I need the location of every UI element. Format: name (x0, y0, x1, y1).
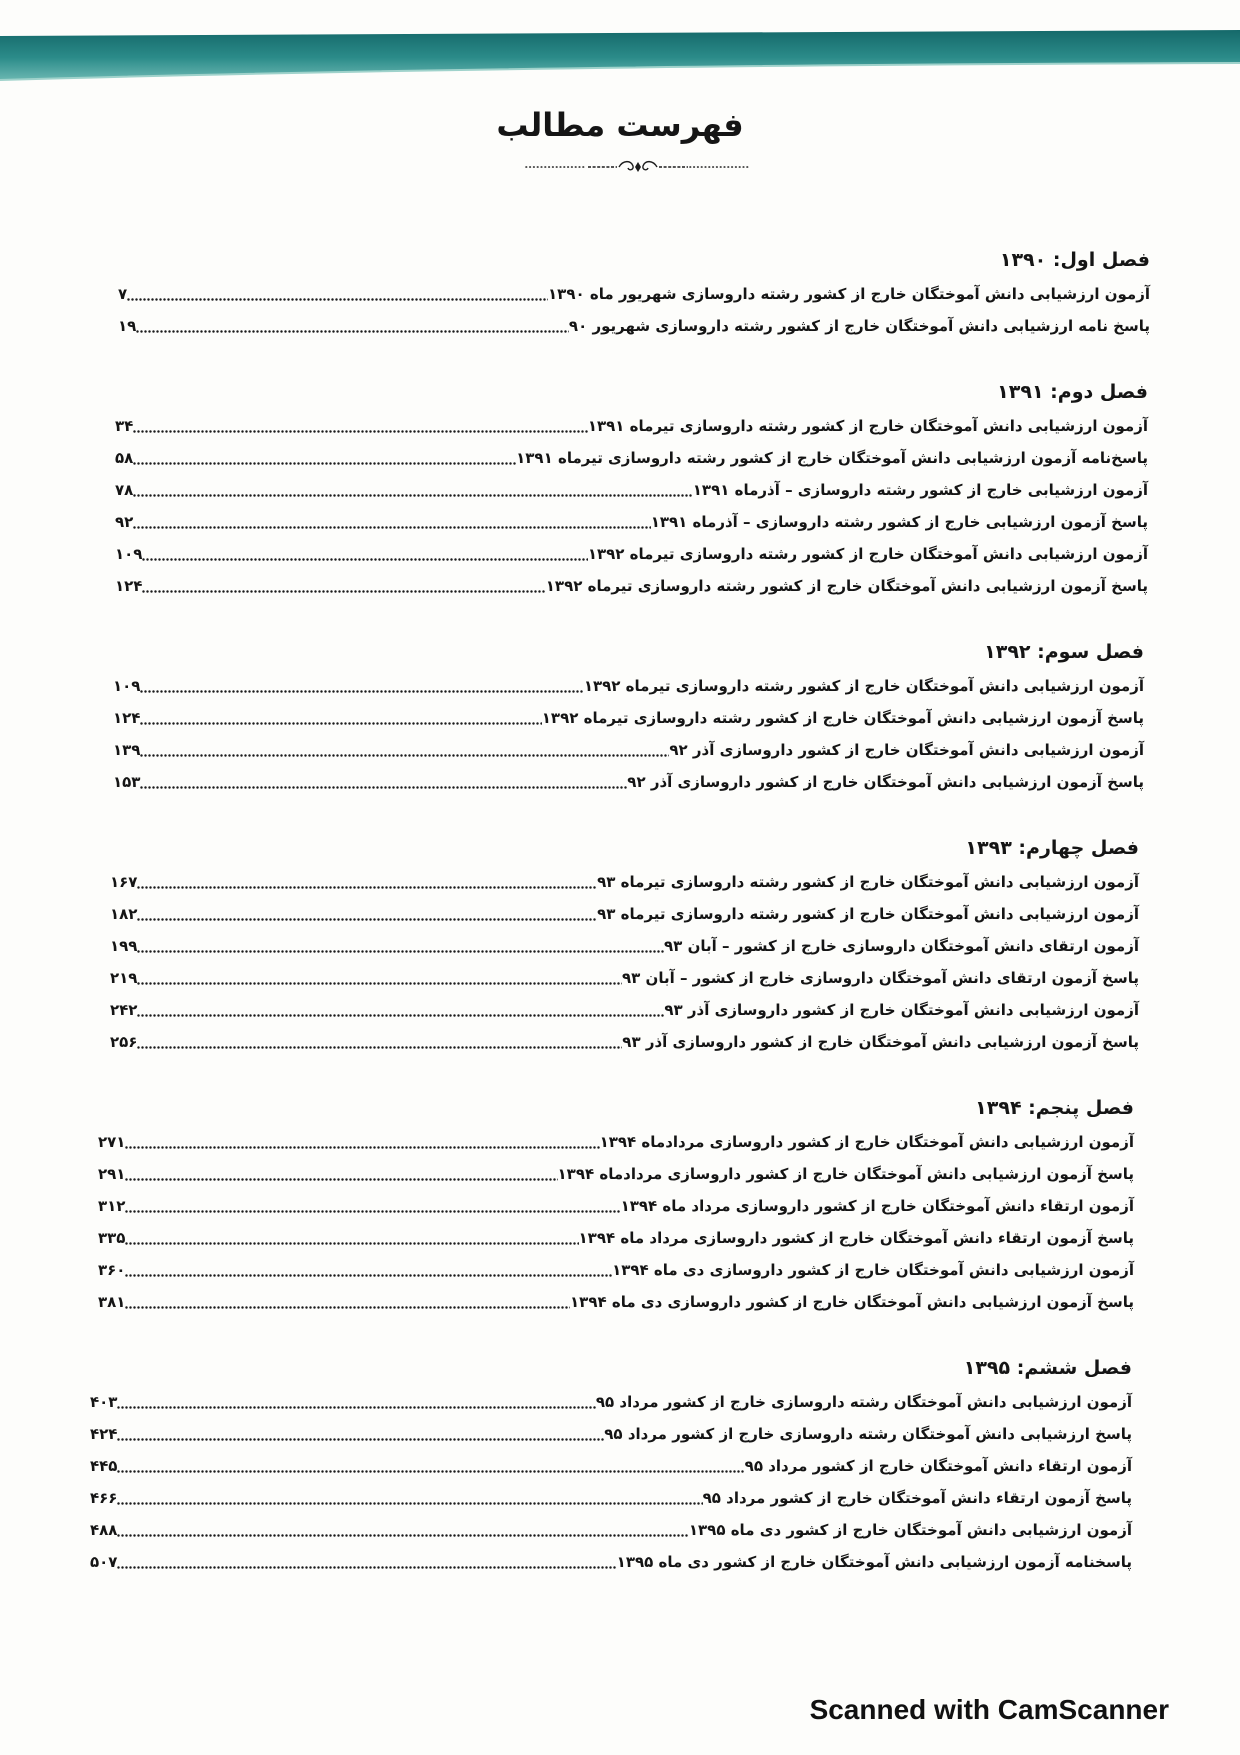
dot-leader (140, 786, 627, 789)
toc-entry (90, 1386, 1132, 1418)
entry-page-number: ۵۰۷ (90, 1553, 118, 1571)
toc-section (110, 830, 1139, 1058)
dot-leader (137, 918, 597, 921)
entry-title: پاسخ آزمون ارزشیابی دانش آموختگان خارج از کشور رشته داروسازی تیرماه ۱۳۹۲ (545, 577, 1148, 595)
entry-title: آزمون ارزشیابی دانش آموختگان خارج از کشور رشته داروسازی شهریور ماه ۱۳۹۰ (548, 285, 1150, 303)
entry-title: آزمون ارزشیابی خارج از کشور رشته داروسازی – آذرماه ۱۳۹۱ (692, 481, 1148, 499)
toc-entry (118, 278, 1150, 310)
entry-title: پاسخ آزمون ارزشیابی خارج از کشور رشته داروسازی – آذرماه ۱۳۹۱ (650, 513, 1148, 531)
entry-title: پاسخ‌نامه آزمون ارزشیابی دانش آموختگان خارج از کشور رشته داروسازی تیرماه ۱۳۹۱ (516, 449, 1148, 467)
entry-title: آزمون ارزشیابی دانش آموختگان خارج از کشور داروسازی دی ماه ۱۳۹۴ (612, 1261, 1134, 1279)
toc-entry (90, 1450, 1132, 1482)
entry-page-number: ۱۶۷ (110, 873, 138, 891)
entry-page-number: ۱۳۹ (113, 741, 141, 759)
dot-leader (140, 690, 583, 693)
dot-leader (140, 722, 541, 725)
toc-entry (115, 442, 1148, 474)
toc-entry (110, 1026, 1139, 1058)
entry-title: پاسخ نامه ارزشیابی دانش آموختگان خارج از کشور رشته داروسازی شهریور ۹۰ (568, 317, 1150, 335)
entry-title: پاسخ آزمون ارتقاء دانش آموختگان خارج از کشور داروسازی مرداد ماه ۱۳۹۴ (578, 1229, 1134, 1247)
dot-leader (140, 754, 669, 757)
section-heading: فصل اول: ۱۳۹۰ (999, 249, 1150, 271)
entry-title: آزمون ارزشیابی دانش آموختگان خارج از کشور رشته داروسازی تیرماه ۱۳۹۱ (587, 417, 1148, 435)
entry-title: آزمون ارزشیابی دانش آموختگان رشته داروسازی خارج از کشور مرداد ۹۵ (595, 1393, 1132, 1411)
toc-entry (90, 1482, 1132, 1514)
toc-entry (113, 702, 1144, 734)
entry-title: آزمون ارزشیابی دانش آموختگان خارج از کشور دی ماه ۱۳۹۵ (688, 1521, 1132, 1539)
dot-leader (137, 950, 664, 953)
dot-leader (117, 1438, 604, 1441)
toc-entry (98, 1158, 1134, 1190)
dot-leader (125, 1306, 570, 1309)
dot-leader (125, 1274, 612, 1277)
entry-page-number: ۴۲۴ (90, 1425, 118, 1443)
toc-entry (115, 538, 1148, 570)
toc-entry (110, 962, 1139, 994)
toc-entry (115, 474, 1148, 506)
entry-page-number: ۲۱۹ (110, 969, 138, 987)
entry-page-number: ۴۶۶ (90, 1489, 118, 1507)
section-heading: فصل پنجم: ۱۳۹۴ (975, 1097, 1134, 1119)
toc-entry (110, 930, 1139, 962)
entry-title: پاسخ آزمون ارزشیابی دانش آموختگان خارج از کشور داروسازی دی ماه ۱۳۹۴ (570, 1293, 1134, 1311)
toc-section (118, 242, 1150, 342)
dot-leader (133, 430, 588, 433)
toc-entry (98, 1190, 1134, 1222)
entry-page-number: ۱۹۹ (110, 937, 138, 955)
dot-leader (142, 590, 545, 593)
entry-page-number: ۳۶۰ (98, 1261, 126, 1279)
toc-entry (98, 1222, 1134, 1254)
entry-page-number: ۳۳۵ (98, 1229, 126, 1247)
entry-title: آزمون ارزشیابی دانش آموختگان خارج از کشور رشته داروسازی تیرماه ۹۳ (597, 905, 1139, 923)
dot-leader (137, 982, 622, 985)
entry-page-number: ۷ (118, 285, 128, 303)
section-heading: فصل دوم: ۱۳۹۱ (997, 381, 1148, 403)
dot-leader (133, 526, 650, 529)
entry-title: آزمون ارزشیابی دانش آموختگان خارج از کشور داروسازی آذر ۹۳ (664, 1001, 1139, 1019)
toc-section (115, 374, 1148, 602)
entry-page-number: ۴۰۳ (90, 1393, 118, 1411)
title-ornament (524, 158, 752, 174)
toc-entry (110, 866, 1139, 898)
dot-leader (125, 1178, 557, 1181)
dot-leader (127, 298, 548, 301)
dot-leader (142, 558, 587, 561)
dot-leader (125, 1146, 599, 1149)
entry-page-number: ۲۵۶ (110, 1033, 138, 1051)
toc-entry (110, 898, 1139, 930)
dot-leader (117, 1502, 702, 1505)
toc-section (113, 634, 1144, 798)
entry-title: آزمون ارتقاء دانش آموختگان خارج از کشور داروسازی مرداد ماه ۱۳۹۴ (620, 1197, 1134, 1215)
toc-entry (113, 734, 1144, 766)
dot-leader (137, 886, 597, 889)
toc-entry (90, 1418, 1132, 1450)
toc-entry (113, 766, 1144, 798)
entry-title: آزمون ارزشیابی دانش آموختگان خارج از کشور داروسازی مردادماه ۱۳۹۴ (599, 1133, 1134, 1151)
entry-title: پاسخ آزمون ارتقای دانش آموختگان داروسازی خارج از کشور – آبان ۹۳ (621, 969, 1139, 987)
entry-title: آزمون ارزشیابی دانش آموختگان خارج از کشور داروسازی آذر ۹۲ (669, 741, 1144, 759)
toc-entry (115, 570, 1148, 602)
entry-title: پاسخ ارزشیابی دانش آموختگان رشته داروسازی خارج از کشور مرداد ۹۵ (604, 1425, 1132, 1443)
dot-leader (137, 1046, 622, 1049)
toc-entry (118, 310, 1150, 342)
dot-leader (117, 1470, 744, 1473)
entry-page-number: ۱۰۹ (113, 677, 141, 695)
table-of-contents (0, 242, 1240, 1578)
entry-title: پاسخنامه آزمون ارزشیابی دانش آموختگان خارج از کشور دی ماه ۱۳۹۵ (616, 1553, 1132, 1571)
dot-leader (133, 462, 516, 465)
toc-entry (98, 1286, 1134, 1318)
section-heading: فصل چهارم: ۱۳۹۳ (965, 837, 1139, 859)
entry-title: پاسخ آزمون ارتقاء دانش آموختگان خارج از کشور مرداد ۹۵ (702, 1489, 1132, 1507)
entry-page-number: ۷۸ (115, 481, 134, 499)
toc-entry (115, 506, 1148, 538)
entry-title: آزمون ارزشیابی دانش آموختگان خارج از کشور رشته داروسازی تیرماه ۱۳۹۲ (587, 545, 1148, 563)
section-heading: فصل ششم: ۱۳۹۵ (963, 1357, 1132, 1379)
dot-leader (133, 494, 692, 497)
entry-title: آزمون ارتقاء دانش آموختگان خارج از کشور مرداد ۹۵ (744, 1457, 1132, 1475)
entry-page-number: ۱۲۴ (115, 577, 143, 595)
scanner-watermark: Scanned with CamScanner (809, 1694, 1169, 1725)
header-band (0, 0, 1240, 92)
entry-title: پاسخ آزمون ارزشیابی دانش آموختگان خارج از کشور داروسازی آذر ۹۳ (622, 1033, 1139, 1051)
toc-entry (110, 994, 1139, 1026)
toc-entry (98, 1254, 1134, 1286)
entry-page-number: ۳۱۲ (98, 1197, 126, 1215)
entry-page-number: ۲۴۲ (110, 1001, 138, 1019)
section-heading: فصل سوم: ۱۳۹۲ (984, 641, 1144, 663)
entry-page-number: ۱۸۲ (110, 905, 138, 923)
toc-entry (90, 1546, 1132, 1578)
toc-section (98, 1090, 1134, 1318)
entry-page-number: ۳۴ (115, 417, 134, 435)
entry-page-number: ۴۸۸ (90, 1521, 118, 1539)
entry-page-number: ۵۸ (115, 449, 134, 467)
dot-leader (117, 1566, 616, 1569)
entry-page-number: ۹۲ (115, 513, 134, 531)
entry-page-number: ۱۲۴ (113, 709, 141, 727)
entry-page-number: ۱۰۹ (115, 545, 143, 563)
dot-leader (125, 1210, 620, 1213)
toc-entry (90, 1514, 1132, 1546)
entry-title: آزمون ارتقای دانش آموختگان داروسازی خارج از کشور – آبان ۹۳ (664, 937, 1139, 955)
entry-title: پاسخ آزمون ارزشیابی دانش آموختگان خارج از کشور داروسازی مردادماه ۱۳۹۴ (557, 1165, 1134, 1183)
dot-leader (117, 1406, 595, 1409)
entry-title: پاسخ آزمون ارزشیابی دانش آموختگان خارج از کشور داروسازی آذر ۹۲ (627, 773, 1144, 791)
toc-section (90, 1350, 1132, 1578)
entry-page-number: ۳۸۱ (98, 1293, 126, 1311)
dot-leader (117, 1534, 688, 1537)
entry-page-number: ۱۵۳ (113, 773, 141, 791)
entry-page-number: ۱۹ (118, 317, 137, 335)
entry-title: آزمون ارزشیابی دانش آموختگان خارج از کشور رشته داروسازی تیرماه ۱۳۹۲ (583, 677, 1144, 695)
toc-entry (115, 410, 1148, 442)
dot-leader (136, 330, 569, 333)
entry-title: آزمون ارزشیابی دانش آموختگان خارج از کشور رشته داروسازی تیرماه ۹۳ (597, 873, 1139, 891)
dot-leader (125, 1242, 578, 1245)
dot-leader (137, 1014, 664, 1017)
entry-page-number: ۲۹۱ (98, 1165, 126, 1183)
entry-title: پاسخ آزمون ارزشیابی دانش آموختگان خارج از کشور رشته داروسازی تیرماه ۱۳۹۲ (541, 709, 1144, 727)
page-title: فهرست مطالب (496, 106, 744, 144)
entry-page-number: ۲۷۱ (98, 1133, 126, 1151)
toc-entry (98, 1126, 1134, 1158)
toc-entry (113, 670, 1144, 702)
entry-page-number: ۴۴۵ (90, 1457, 118, 1475)
